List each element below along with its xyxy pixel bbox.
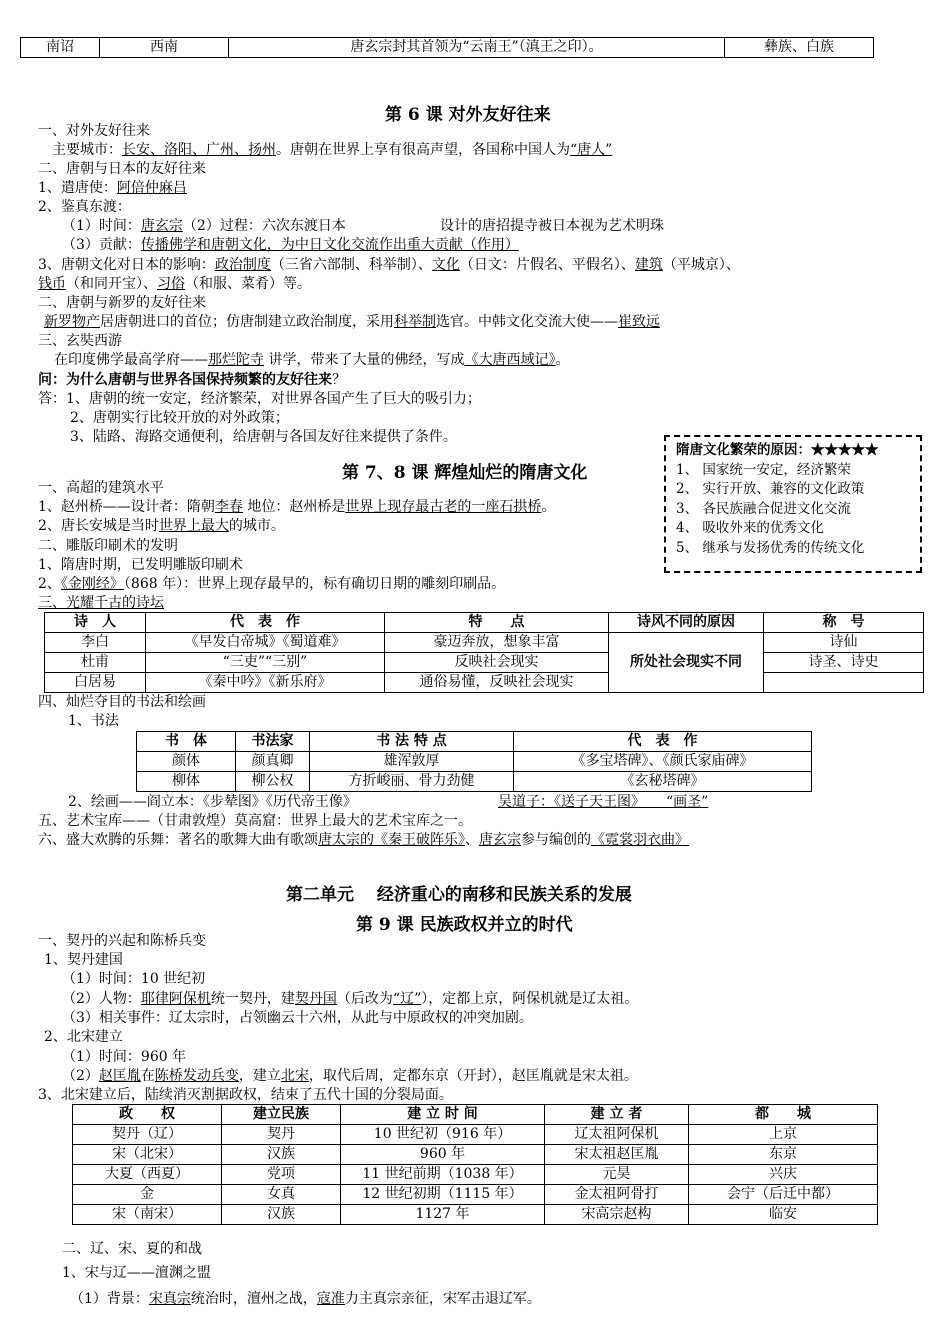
table-cell <box>764 673 924 693</box>
table-cell: 汉族 <box>222 1205 341 1225</box>
lesson-7-8-title: 第 7、8 课 辉煌灿烂的隋唐文化 <box>342 463 588 483</box>
table-row <box>45 653 924 673</box>
text-line: （3）贡献：传播佛学和唐朝文化，为中日文化交流作出重大贡献（作用） <box>62 237 519 253</box>
table-row <box>137 752 812 772</box>
table-cell: 颜体 <box>137 752 236 772</box>
table-cell: 金 <box>73 1185 222 1205</box>
section-heading: 四、灿烂夺目的书法和绘画 <box>38 694 206 710</box>
regimes-table <box>72 1104 878 1225</box>
text-line: 六、盛大欢腾的乐舞：著名的歌舞大曲有歌颂唐太宗的《秦王破阵乐》、唐玄宗参与编创的《霓裳羽衣曲》 <box>38 832 689 848</box>
section-heading: 一、契丹的兴起和陈桥兵变 <box>38 933 206 949</box>
box-title: 隋唐文化繁荣的原因：★★★★★ <box>676 442 879 458</box>
column-header: 书 体 <box>137 732 236 752</box>
text-line: 1、书法 <box>68 713 119 729</box>
table-cell: 1127 年 <box>341 1205 545 1225</box>
table-row <box>73 1125 878 1145</box>
answer-line: 2、唐朝实行比较开放的对外政策； <box>70 410 289 426</box>
list-item: 2、 实行开放、兼容的文化政策 <box>676 481 865 497</box>
column-header: 诗风不同的原因 <box>609 613 764 633</box>
table-cell: 《玄秘塔碑》 <box>514 772 812 792</box>
table-row <box>73 1185 878 1205</box>
table-cell: 豪迈奔放，想象丰富 <box>385 633 609 653</box>
table-cell: 杜甫 <box>45 653 146 673</box>
column-header: 书法家 <box>236 732 310 752</box>
table-cell: 所处社会现实不同 <box>609 633 764 693</box>
column-header: 书 法 特 点 <box>310 732 514 752</box>
table-cell: 党项 <box>222 1165 341 1185</box>
table-cell: 李白 <box>45 633 146 653</box>
list-item: 3、 各民族融合促进文化交流 <box>676 500 851 517</box>
lesson-9-title: 第 9 课 民族政权并立的时代 <box>356 915 573 935</box>
text-line: 3、唐朝文化对日本的影响：政治制度（三省六部制、科举制）、文化（日文：片假名、平假名）、建筑（平城京）、 <box>38 257 740 273</box>
column-header: 政 权 <box>73 1105 222 1125</box>
column-header: 称 号 <box>764 613 924 633</box>
table-row <box>73 1205 878 1225</box>
table-cell: 宋高宗赵构 <box>545 1205 689 1225</box>
column-header: 诗 人 <box>45 613 146 633</box>
table-cell: 方折峻丽、骨力劲健 <box>310 772 514 792</box>
table-cell: 契丹（辽） <box>73 1125 222 1145</box>
table-cell: 临安 <box>689 1205 878 1225</box>
text-line: （1）时间：10 世纪初 <box>62 971 206 987</box>
table-cell: 诗仙 <box>764 633 924 653</box>
text-line: （1）背景：宋真宗统治时，澶州之战，寇准力主真宗亲征，宋军击退辽军。 <box>70 1291 541 1307</box>
text-line: （2）赵匡胤在陈桥发动兵变，建立北宋，取代后周，定都东京（开封），赵匡胤就是宋太祖。 <box>62 1068 638 1084</box>
text-line: 1、隋唐时期，已发明雕版印刷术 <box>38 557 243 573</box>
text-line: 五、艺术宝库——（甘肃敦煌）莫高窟：世界上最大的艺术宝库之一。 <box>38 813 472 829</box>
table-cell: 上京 <box>689 1125 878 1145</box>
text-line: 2、绘画——阎立本：《步辇图》《历代帝王像》 <box>68 794 357 810</box>
table-cell: 会宁（后迁中都） <box>689 1185 878 1205</box>
text-line: 新罗物产居唐朝进口的首位；仿唐制建立政治制度，采用科举制选官。中韩文化交流大使——崔致远 <box>44 314 660 330</box>
table-cell: 通俗易懂，反映社会现实 <box>385 673 609 693</box>
list-item: 4、 吸收外来的优秀文化 <box>676 520 824 536</box>
lesson-6-title: 第 6 课 对外友好往来 <box>385 105 551 125</box>
section-heading: 三、光耀千古的诗坛 <box>38 595 164 611</box>
text-line: （3）相关事件：辽太宗时，占领幽云十六州，从此与中原政权的冲突加剧。 <box>62 1010 533 1026</box>
table-cell: 宋太祖赵匡胤 <box>545 1145 689 1165</box>
answer-line: 3、陆路、海路交通便利，给唐朝与各国友好往来提供了条件。 <box>70 429 457 445</box>
text-line: 1、遣唐使：阿倍仲麻吕 <box>38 180 187 196</box>
text-line: 2、唐长安城是当时世界上最大的城市。 <box>38 518 285 534</box>
text-line: 在印度佛学最高学府——那烂陀寺 讲学，带来了大量的佛经，写成《大唐西域记》。 <box>54 352 570 368</box>
section-heading: 三、玄奘西游 <box>38 333 122 349</box>
table-cell: 宋（南宋） <box>73 1205 222 1225</box>
culture-reasons-box <box>664 435 922 573</box>
column-header: 特 点 <box>385 613 609 633</box>
table-cell: 雄浑敦厚 <box>310 752 514 772</box>
table-cell: 西南 <box>100 38 229 58</box>
unit-2-title: 第二单元 经济重心的南移和民族关系的发展 <box>286 885 632 905</box>
text-line: 1、赵州桥——设计者：隋朝李春 地位：赵州桥是世界上现存最古老的一座石拱桥。 <box>38 499 556 515</box>
list-item: 5、 继承与发扬优秀的传统文化 <box>676 539 865 556</box>
top-table <box>20 37 874 58</box>
table-cell: 《多宝塔碑》、《颜氏家庙碑》 <box>514 752 812 772</box>
table-cell: 反映社会现实 <box>385 653 609 673</box>
text-line: 1、宋与辽——澶渊之盟 <box>62 1265 211 1281</box>
table-cell: 彝族、白族 <box>725 38 874 58</box>
section-heading: 二、雕版印刷术的发明 <box>38 538 178 554</box>
table-cell: “三吏”“三别” <box>146 653 385 673</box>
table-cell: 兴庆 <box>689 1165 878 1185</box>
section-heading: 二、唐朝与日本的友好往来 <box>38 161 206 177</box>
poets-table <box>44 612 924 693</box>
table-cell: 《早发白帝城》《蜀道难》 <box>146 633 385 653</box>
text-line: 主要城市：长安、洛阳、广州、扬州。唐朝在世界上享有很高声望，各国称中国人为“唐人” <box>52 142 613 158</box>
table-cell: 金太祖阿骨打 <box>545 1185 689 1205</box>
text-line: 设计的唐招提寺被日本视为艺术明珠 <box>440 218 664 234</box>
table-cell: 柳公权 <box>236 772 310 792</box>
table-row <box>45 673 924 693</box>
section-heading: 一、对外友好往来 <box>38 123 150 139</box>
table-cell: 白居易 <box>45 673 146 693</box>
column-header: 建立民族 <box>222 1105 341 1125</box>
table-cell: 契丹 <box>222 1125 341 1145</box>
text-line: 3、北宋建立后，陆续消灭割据政权，结束了五代十国的分裂局面。 <box>38 1087 453 1103</box>
column-header: 都 城 <box>689 1105 878 1125</box>
list-item: 1、 国家统一安定，经济繁荣 <box>676 461 851 478</box>
table-cell: 《秦中吟》《新乐府》 <box>146 673 385 693</box>
table-cell: 宋（北宋） <box>73 1145 222 1165</box>
table-cell: 南诏 <box>21 38 100 58</box>
text-line: （2）人物：耶律阿保机统一契丹，建契丹国（后改为“辽”），定都上京，阿保机就是辽太祖。 <box>62 991 639 1007</box>
column-header: 代 表 作 <box>146 613 385 633</box>
text-line: 吴道子：《送子天王图》 “画圣” <box>498 794 709 810</box>
answer-line: 答：1、唐朝的统一安定，经济繁荣，对世界各国产生了巨大的吸引力； <box>38 391 481 407</box>
question: 问：为什么唐朝与世界各国保持频繁的友好往来？ <box>38 372 346 388</box>
table-row <box>137 772 812 792</box>
section-heading: 二、辽、宋、夏的和战 <box>62 1241 202 1257</box>
calligraphy-table <box>136 731 812 792</box>
text-line: 2、《金刚经》（868 年）：世界上现存最早的，标有确切日期的雕刻印刷品。 <box>38 576 506 592</box>
text-line: （1）时间：唐玄宗（2）过程：六次东渡日本 <box>62 218 346 234</box>
table-cell: 诗圣、诗史 <box>764 653 924 673</box>
table-cell: 颜真卿 <box>236 752 310 772</box>
table-cell: 12 世纪初期（1115 年） <box>341 1185 545 1205</box>
table-cell: 柳体 <box>137 772 236 792</box>
table-row <box>73 1165 878 1185</box>
table-row <box>45 633 924 653</box>
text-line: 2、鉴真东渡： <box>38 199 131 215</box>
table-cell: 960 年 <box>341 1145 545 1165</box>
table-cell: 10 世纪初（916 年） <box>341 1125 545 1145</box>
column-header: 建 立 者 <box>545 1105 689 1125</box>
table-cell: 11 世纪前期（1038 年） <box>341 1165 545 1185</box>
table-cell: 元昊 <box>545 1165 689 1185</box>
table-cell: 辽太祖阿保机 <box>545 1125 689 1145</box>
table-cell: 大夏（西夏） <box>73 1165 222 1185</box>
table-cell: 汉族 <box>222 1145 341 1165</box>
column-header: 代 表 作 <box>514 732 812 752</box>
text-line: 2、北宋建立 <box>44 1029 123 1045</box>
table-cell: 女真 <box>222 1185 341 1205</box>
text-line: 钱币（和同开宝）、习俗（和服、菜肴）等。 <box>38 276 311 292</box>
column-header: 建 立 时 间 <box>341 1105 545 1125</box>
section-heading: 二、唐朝与新罗的友好往来 <box>38 295 206 311</box>
table-row <box>73 1145 878 1165</box>
text-line: 1、契丹建国 <box>44 952 123 968</box>
table-cell: 唐玄宗封其首领为“云南王”（滇王之印）。 <box>229 38 725 58</box>
text-line: （1）时间：960 年 <box>62 1049 187 1065</box>
table-cell: 东京 <box>689 1145 878 1165</box>
section-heading: 一、高超的建筑水平 <box>38 480 164 496</box>
